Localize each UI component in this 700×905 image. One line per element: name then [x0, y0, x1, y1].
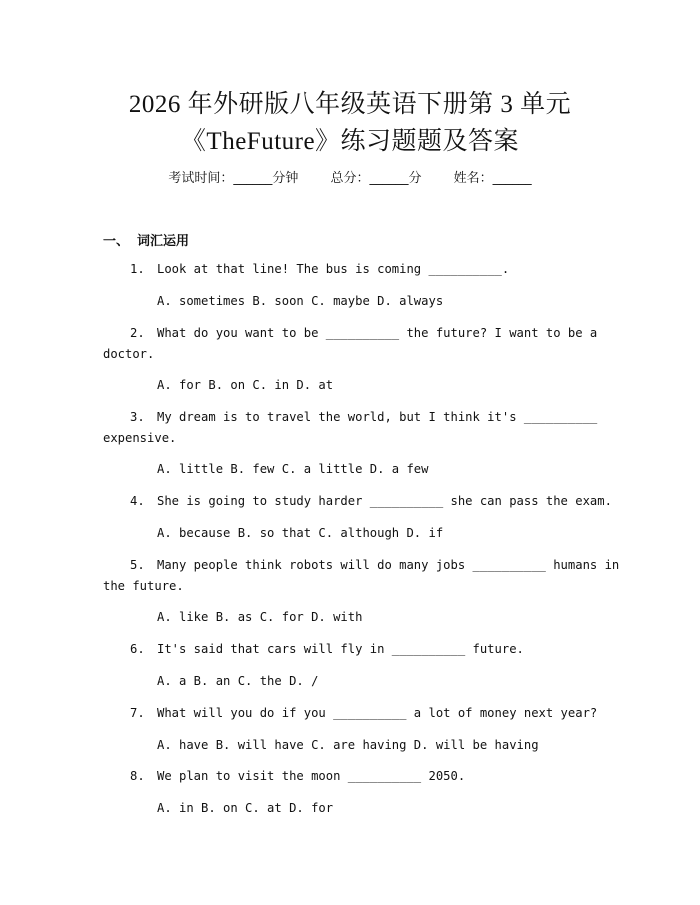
question-text: She is going to study harder __________ she can pass the exam. [157, 494, 612, 508]
question-text: What will you do if you __________ a lot of money next year? [157, 706, 598, 720]
total-score-field: 总分：______分 [330, 171, 422, 186]
question-1-options: A. sometimes B. soon C. maybe D. always [157, 294, 444, 308]
question-3-options: A. little B. few C. a little D. a few [157, 462, 429, 476]
question-number: 5. [130, 558, 145, 572]
question-1 [130, 262, 509, 276]
question-text: We plan to visit the moon __________ 2050. [157, 769, 466, 783]
question-8-options: A. in B. on C. at D. for [157, 801, 334, 815]
question-number: 2. [130, 326, 145, 340]
section-heading [103, 230, 189, 249]
question-number: 4. [130, 494, 145, 508]
question-2 [130, 326, 597, 340]
question-3 [130, 410, 597, 424]
question-2-options: A. for B. on C. in D. at [157, 378, 334, 392]
question-text: Many people think robots will do many jobs __________ humans in [157, 558, 620, 572]
question-number: 7. [130, 706, 145, 720]
question-7 [130, 706, 597, 720]
question-text: It's said that cars will fly in __________ future. [157, 642, 524, 656]
document-title-line-2: 《TheFuture》练习题题及答案 [180, 128, 520, 155]
student-name-field: 姓名：______ [453, 171, 532, 186]
exam-info [0, 167, 700, 186]
question-number: 1. [130, 262, 145, 276]
question-5-options: A. like B. as C. for D. with [157, 610, 363, 624]
question-text: What do you want to be __________ the future? I want to be a [157, 326, 598, 340]
exam-time-field: 考试时间：______分钟 [168, 171, 299, 186]
question-6 [130, 642, 524, 656]
question-4 [130, 494, 612, 508]
question-8 [130, 769, 465, 783]
question-number: 3. [130, 410, 145, 424]
question-5-continuation: the future. [103, 579, 184, 593]
question-2-continuation: doctor. [103, 347, 155, 361]
question-5 [130, 558, 619, 572]
question-number: 8. [130, 769, 145, 783]
question-3-continuation: expensive. [103, 431, 177, 445]
question-7-options: A. have B. will have C. are having D. will be having [157, 738, 539, 752]
question-4-options: A. because B. so that C. although D. if [157, 526, 444, 540]
question-6-options: A. a B. an C. the D. / [157, 674, 319, 688]
section-title: 词汇运用 [137, 234, 190, 249]
question-text: Look at that line! The bus is coming __________. [157, 262, 510, 276]
question-text: My dream is to travel the world, but I think it's __________ [157, 410, 598, 424]
section-number: 一、 [103, 234, 130, 249]
question-number: 6. [130, 642, 145, 656]
document-title-line-1: 2026 年外研版八年级英语下册第 3 单元 [128, 91, 572, 118]
